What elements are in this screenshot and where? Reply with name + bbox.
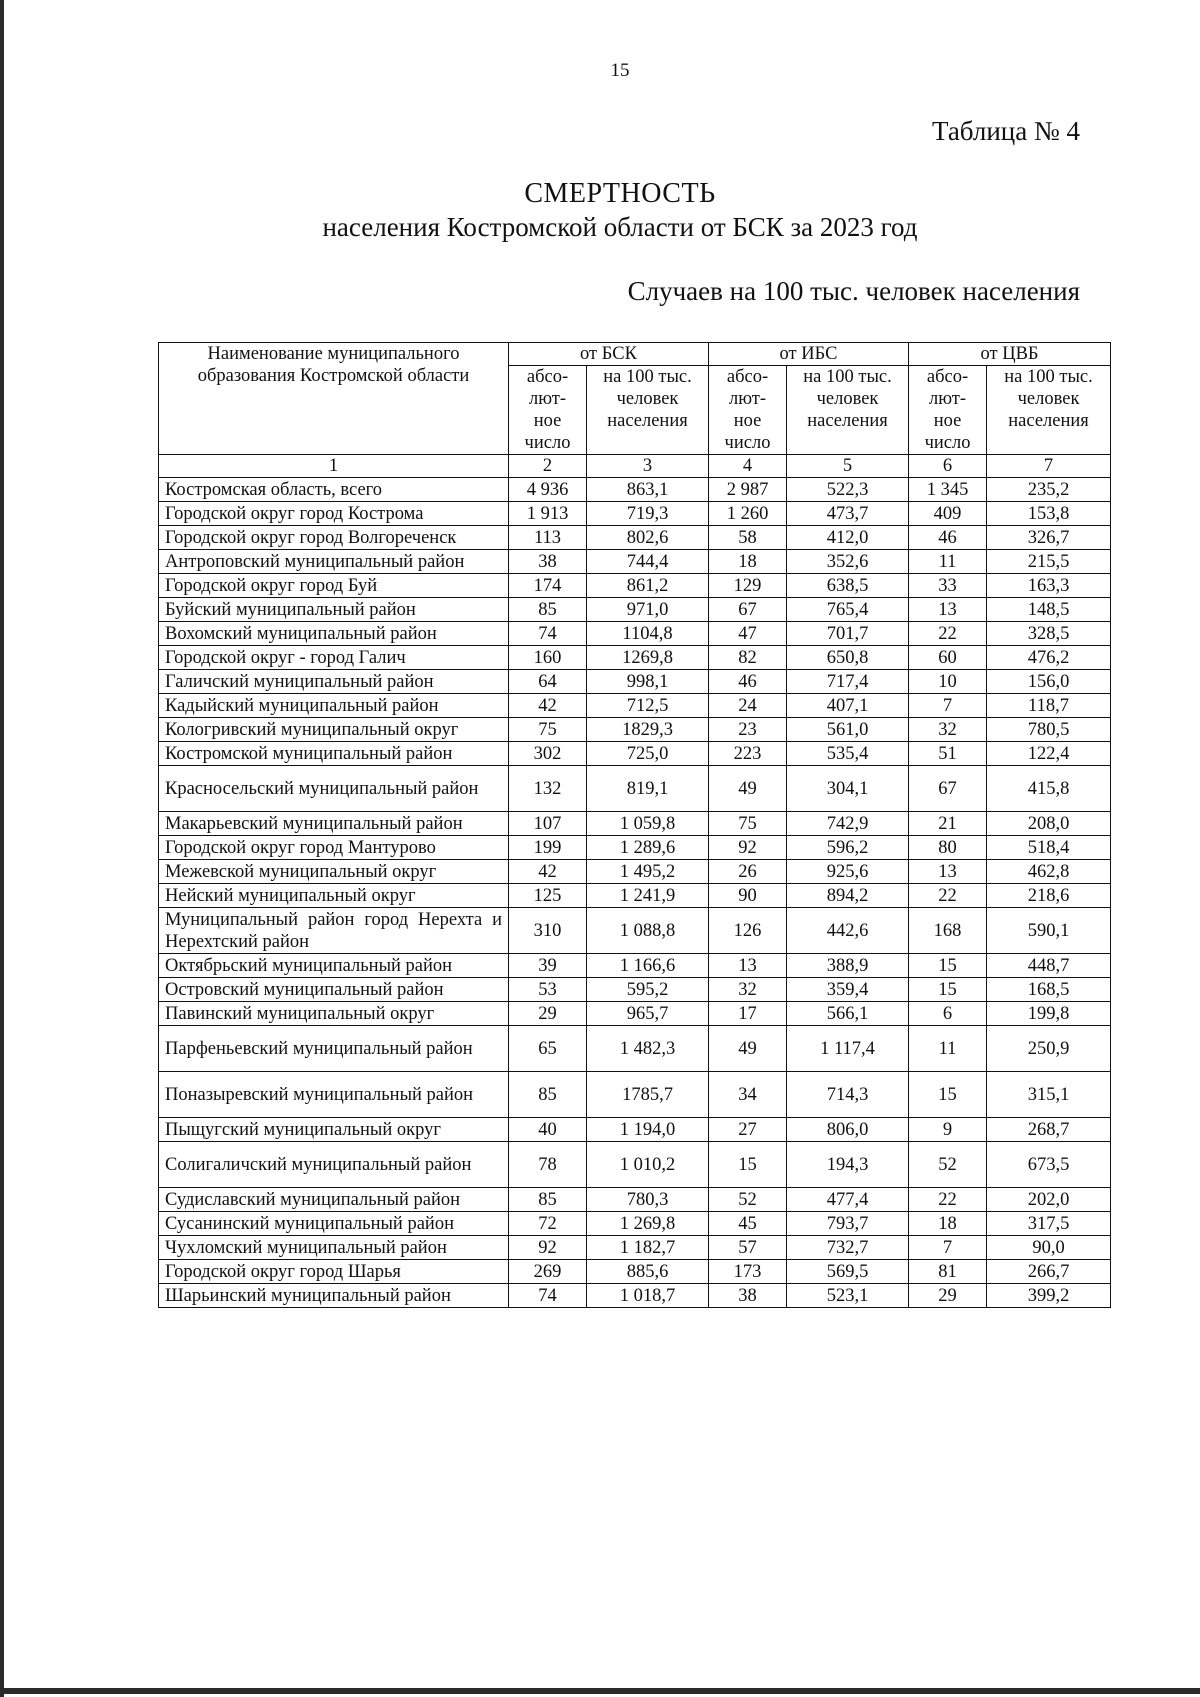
bsk-absolute-cell: 85 <box>509 598 587 622</box>
ibs-rate-cell: 650,8 <box>787 646 909 670</box>
ibs-absolute-cell: 24 <box>709 694 787 718</box>
table-row <box>159 812 1111 836</box>
bsk-absolute-cell: 40 <box>509 1118 587 1142</box>
header-municipality: Наименование муниципального образования Костромской области <box>159 343 509 455</box>
ibs-rate-cell: 359,4 <box>787 978 909 1002</box>
municipality-name: Сусанинский муниципальный район <box>159 1212 509 1236</box>
cvb-absolute-cell: 29 <box>909 1284 987 1308</box>
table-row <box>159 550 1111 574</box>
ibs-absolute-cell: 67 <box>709 598 787 622</box>
bsk-absolute-cell: 132 <box>509 766 587 812</box>
cvb-rate-cell: 266,7 <box>987 1260 1111 1284</box>
cvb-absolute-cell: 168 <box>909 908 987 954</box>
ibs-rate-cell: 717,4 <box>787 670 909 694</box>
ibs-rate-cell: 638,5 <box>787 574 909 598</box>
cvb-absolute-cell: 22 <box>909 1188 987 1212</box>
cvb-absolute-cell: 11 <box>909 1026 987 1072</box>
cvb-absolute-cell: 9 <box>909 1118 987 1142</box>
bsk-absolute-cell: 107 <box>509 812 587 836</box>
ibs-absolute-cell: 38 <box>709 1284 787 1308</box>
bsk-absolute-cell: 199 <box>509 836 587 860</box>
cvb-absolute-cell: 67 <box>909 766 987 812</box>
bsk-rate-cell: 1 289,6 <box>587 836 709 860</box>
municipality-name: Макарьевский муниципальный район <box>159 812 509 836</box>
table-row <box>159 526 1111 550</box>
column-number: 6 <box>909 455 987 478</box>
ibs-rate-cell: 194,3 <box>787 1142 909 1188</box>
bsk-rate-cell: 780,3 <box>587 1188 709 1212</box>
ibs-absolute-cell: 75 <box>709 812 787 836</box>
ibs-rate-cell: 714,3 <box>787 1072 909 1118</box>
bsk-rate-cell: 712,5 <box>587 694 709 718</box>
bsk-rate-cell: 1 166,6 <box>587 954 709 978</box>
municipality-name: Городской округ город Мантурово <box>159 836 509 860</box>
municipality-name: Парфеньевский муниципальный район <box>159 1026 509 1072</box>
cvb-absolute-cell: 46 <box>909 526 987 550</box>
bsk-absolute-cell: 42 <box>509 694 587 718</box>
cvb-absolute-cell: 13 <box>909 860 987 884</box>
municipality-name: Муниципальный район город Нерехта и Нерехтский район <box>159 908 509 954</box>
ibs-rate-cell: 793,7 <box>787 1212 909 1236</box>
municipality-name: Солигаличский муниципальный район <box>159 1142 509 1188</box>
bsk-absolute-cell: 42 <box>509 860 587 884</box>
ibs-rate-cell: 535,4 <box>787 742 909 766</box>
municipality-name: Буйский муниципальный район <box>159 598 509 622</box>
column-number-row <box>159 455 1111 478</box>
ibs-rate-cell: 561,0 <box>787 718 909 742</box>
cvb-absolute-cell: 11 <box>909 550 987 574</box>
ibs-absolute-cell: 13 <box>709 954 787 978</box>
municipality-name: Городской округ город Буй <box>159 574 509 598</box>
cvb-absolute-cell: 32 <box>909 718 987 742</box>
ibs-absolute-cell: 47 <box>709 622 787 646</box>
header-absolute: абсо- лют- ное число <box>709 366 787 455</box>
bsk-absolute-cell: 74 <box>509 622 587 646</box>
bsk-absolute-cell: 85 <box>509 1188 587 1212</box>
ibs-rate-cell: 442,6 <box>787 908 909 954</box>
units-caption: Случаев на 100 тыс. человек населения <box>627 276 1080 306</box>
table-row <box>159 1260 1111 1284</box>
bsk-absolute-cell: 64 <box>509 670 587 694</box>
cvb-absolute-cell: 52 <box>909 1142 987 1188</box>
cvb-rate-cell: 163,3 <box>987 574 1111 598</box>
cvb-rate-cell: 250,9 <box>987 1026 1111 1072</box>
bsk-absolute-cell: 39 <box>509 954 587 978</box>
bsk-absolute-cell: 38 <box>509 550 587 574</box>
bsk-rate-cell: 1 194,0 <box>587 1118 709 1142</box>
cvb-rate-cell: 118,7 <box>987 694 1111 718</box>
ibs-absolute-cell: 82 <box>709 646 787 670</box>
cvb-rate-cell: 476,2 <box>987 646 1111 670</box>
mortality-table <box>158 342 1111 1308</box>
ibs-absolute-cell: 223 <box>709 742 787 766</box>
table-number: Таблица № 4 <box>932 116 1080 146</box>
cvb-rate-cell: 415,8 <box>987 766 1111 812</box>
table-header <box>159 343 1111 478</box>
scan-bottom-edge <box>0 1688 1200 1694</box>
ibs-absolute-cell: 27 <box>709 1118 787 1142</box>
municipality-name: Костромской муниципальный район <box>159 742 509 766</box>
ibs-rate-cell: 523,1 <box>787 1284 909 1308</box>
table-row <box>159 860 1111 884</box>
ibs-rate-cell: 522,3 <box>787 478 909 502</box>
bsk-rate-cell: 1 269,8 <box>587 1212 709 1236</box>
table-row <box>159 884 1111 908</box>
table-row <box>159 502 1111 526</box>
cvb-rate-cell: 218,6 <box>987 884 1111 908</box>
header-group-bsk: от БСК <box>509 343 709 366</box>
table-row <box>159 954 1111 978</box>
ibs-rate-cell: 1 117,4 <box>787 1026 909 1072</box>
bsk-absolute-cell: 74 <box>509 1284 587 1308</box>
bsk-absolute-cell: 302 <box>509 742 587 766</box>
bsk-rate-cell: 1 018,7 <box>587 1284 709 1308</box>
table-row <box>159 742 1111 766</box>
column-number: 2 <box>509 455 587 478</box>
column-number: 7 <box>987 455 1111 478</box>
bsk-rate-cell: 885,6 <box>587 1260 709 1284</box>
cvb-absolute-cell: 13 <box>909 598 987 622</box>
ibs-absolute-cell: 23 <box>709 718 787 742</box>
ibs-absolute-cell: 49 <box>709 1026 787 1072</box>
ibs-rate-cell: 742,9 <box>787 812 909 836</box>
cvb-absolute-cell: 15 <box>909 954 987 978</box>
table-row <box>159 646 1111 670</box>
cvb-absolute-cell: 51 <box>909 742 987 766</box>
ibs-rate-cell: 732,7 <box>787 1236 909 1260</box>
municipality-name: Шарьинский муниципальный район <box>159 1284 509 1308</box>
bsk-absolute-cell: 1 913 <box>509 502 587 526</box>
bsk-rate-cell: 1104,8 <box>587 622 709 646</box>
cvb-rate-cell: 122,4 <box>987 742 1111 766</box>
table-row <box>159 908 1111 954</box>
document-subtitle: населения Костромской области от БСК за 2023 год <box>322 212 918 242</box>
table-row <box>159 598 1111 622</box>
bsk-absolute-cell: 92 <box>509 1236 587 1260</box>
cvb-rate-cell: 780,5 <box>987 718 1111 742</box>
ibs-absolute-cell: 1 260 <box>709 502 787 526</box>
ibs-rate-cell: 806,0 <box>787 1118 909 1142</box>
bsk-absolute-cell: 310 <box>509 908 587 954</box>
cvb-absolute-cell: 15 <box>909 1072 987 1118</box>
header-group-cvb: от ЦВБ <box>909 343 1111 366</box>
bsk-rate-cell: 1 482,3 <box>587 1026 709 1072</box>
bsk-absolute-cell: 75 <box>509 718 587 742</box>
bsk-absolute-cell: 65 <box>509 1026 587 1072</box>
cvb-rate-cell: 315,1 <box>987 1072 1111 1118</box>
municipality-name: Вохомский муниципальный район <box>159 622 509 646</box>
ibs-absolute-cell: 34 <box>709 1072 787 1118</box>
cvb-absolute-cell: 409 <box>909 502 987 526</box>
ibs-absolute-cell: 49 <box>709 766 787 812</box>
bsk-absolute-cell: 174 <box>509 574 587 598</box>
header-absolute: абсо- лют- ное число <box>509 366 587 455</box>
table-row <box>159 1212 1111 1236</box>
municipality-name: Октябрьский муниципальный район <box>159 954 509 978</box>
cvb-absolute-cell: 80 <box>909 836 987 860</box>
municipality-name: Чухломский муниципальный район <box>159 1236 509 1260</box>
bsk-rate-cell: 1 088,8 <box>587 908 709 954</box>
cvb-rate-cell: 153,8 <box>987 502 1111 526</box>
cvb-rate-cell: 326,7 <box>987 526 1111 550</box>
ibs-absolute-cell: 45 <box>709 1212 787 1236</box>
ibs-absolute-cell: 46 <box>709 670 787 694</box>
municipality-name: Антроповский муниципальный район <box>159 550 509 574</box>
table-row <box>159 1284 1111 1308</box>
ibs-absolute-cell: 15 <box>709 1142 787 1188</box>
municipality-name: Павинский муниципальный округ <box>159 1002 509 1026</box>
table-row <box>159 1118 1111 1142</box>
cvb-rate-cell: 202,0 <box>987 1188 1111 1212</box>
table-row <box>159 1026 1111 1072</box>
ibs-absolute-cell: 92 <box>709 836 787 860</box>
ibs-rate-cell: 765,4 <box>787 598 909 622</box>
cvb-absolute-cell: 33 <box>909 574 987 598</box>
bsk-rate-cell: 1829,3 <box>587 718 709 742</box>
municipality-name: Городской округ - город Галич <box>159 646 509 670</box>
bsk-rate-cell: 1269,8 <box>587 646 709 670</box>
municipality-name: Кологривский муниципальный округ <box>159 718 509 742</box>
bsk-rate-cell: 1 010,2 <box>587 1142 709 1188</box>
municipality-name: Городской округ город Волгореченск <box>159 526 509 550</box>
table-row <box>159 1002 1111 1026</box>
bsk-rate-cell: 971,0 <box>587 598 709 622</box>
cvb-absolute-cell: 22 <box>909 884 987 908</box>
municipality-name: Поназыревский муниципальный район <box>159 1072 509 1118</box>
bsk-rate-cell: 719,3 <box>587 502 709 526</box>
cvb-absolute-cell: 15 <box>909 978 987 1002</box>
municipality-name: Судиславский муниципальный район <box>159 1188 509 1212</box>
table-row <box>159 718 1111 742</box>
cvb-rate-cell: 448,7 <box>987 954 1111 978</box>
bsk-absolute-cell: 4 936 <box>509 478 587 502</box>
municipality-name: Пыщугский муниципальный округ <box>159 1118 509 1142</box>
municipality-name: Кадыйский муниципальный район <box>159 694 509 718</box>
header-group-ibs: от ИБС <box>709 343 909 366</box>
cvb-rate-cell: 90,0 <box>987 1236 1111 1260</box>
header-rate: на 100 тыс. человек населения <box>987 366 1111 455</box>
ibs-rate-cell: 352,6 <box>787 550 909 574</box>
table-row <box>159 670 1111 694</box>
bsk-rate-cell: 595,2 <box>587 978 709 1002</box>
table-row <box>159 1236 1111 1260</box>
ibs-rate-cell: 473,7 <box>787 502 909 526</box>
bsk-absolute-cell: 125 <box>509 884 587 908</box>
ibs-rate-cell: 596,2 <box>787 836 909 860</box>
ibs-absolute-cell: 17 <box>709 1002 787 1026</box>
column-number: 5 <box>787 455 909 478</box>
ibs-rate-cell: 407,1 <box>787 694 909 718</box>
cvb-rate-cell: 199,8 <box>987 1002 1111 1026</box>
ibs-absolute-cell: 32 <box>709 978 787 1002</box>
ibs-absolute-cell: 173 <box>709 1260 787 1284</box>
cvb-absolute-cell: 10 <box>909 670 987 694</box>
cvb-absolute-cell: 21 <box>909 812 987 836</box>
bsk-absolute-cell: 29 <box>509 1002 587 1026</box>
cvb-rate-cell: 317,5 <box>987 1212 1111 1236</box>
municipality-name: Городской округ город Шарья <box>159 1260 509 1284</box>
ibs-rate-cell: 701,7 <box>787 622 909 646</box>
municipality-name: Островский муниципальный район <box>159 978 509 1002</box>
cvb-absolute-cell: 1 345 <box>909 478 987 502</box>
table-row <box>159 766 1111 812</box>
ibs-absolute-cell: 129 <box>709 574 787 598</box>
table-body <box>159 478 1111 1308</box>
ibs-absolute-cell: 2 987 <box>709 478 787 502</box>
ibs-rate-cell: 412,0 <box>787 526 909 550</box>
bsk-absolute-cell: 53 <box>509 978 587 1002</box>
table-row <box>159 1188 1111 1212</box>
cvb-rate-cell: 215,5 <box>987 550 1111 574</box>
bsk-rate-cell: 725,0 <box>587 742 709 766</box>
bsk-rate-cell: 1 241,9 <box>587 884 709 908</box>
bsk-rate-cell: 965,7 <box>587 1002 709 1026</box>
cvb-absolute-cell: 7 <box>909 694 987 718</box>
ibs-absolute-cell: 52 <box>709 1188 787 1212</box>
municipality-name: Городской округ город Кострома <box>159 502 509 526</box>
ibs-absolute-cell: 57 <box>709 1236 787 1260</box>
table-row <box>159 574 1111 598</box>
bsk-absolute-cell: 85 <box>509 1072 587 1118</box>
cvb-absolute-cell: 7 <box>909 1236 987 1260</box>
bsk-rate-cell: 802,6 <box>587 526 709 550</box>
municipality-name: Костромская область, всего <box>159 478 509 502</box>
header-rate: на 100 тыс. человек населения <box>787 366 909 455</box>
header-absolute: абсо- лют- ное число <box>909 366 987 455</box>
bsk-rate-cell: 1785,7 <box>587 1072 709 1118</box>
ibs-absolute-cell: 58 <box>709 526 787 550</box>
bsk-rate-cell: 861,2 <box>587 574 709 598</box>
cvb-absolute-cell: 6 <box>909 1002 987 1026</box>
cvb-rate-cell: 399,2 <box>987 1284 1111 1308</box>
bsk-absolute-cell: 78 <box>509 1142 587 1188</box>
bsk-absolute-cell: 160 <box>509 646 587 670</box>
scan-left-edge <box>0 0 4 1697</box>
cvb-absolute-cell: 18 <box>909 1212 987 1236</box>
cvb-rate-cell: 518,4 <box>987 836 1111 860</box>
cvb-absolute-cell: 22 <box>909 622 987 646</box>
document-title: СМЕРТНОСТЬ <box>524 178 716 209</box>
table-row <box>159 1072 1111 1118</box>
cvb-absolute-cell: 60 <box>909 646 987 670</box>
ibs-rate-cell: 566,1 <box>787 1002 909 1026</box>
ibs-rate-cell: 388,9 <box>787 954 909 978</box>
table-row <box>159 622 1111 646</box>
cvb-absolute-cell: 81 <box>909 1260 987 1284</box>
municipality-name: Галичский муниципальный район <box>159 670 509 694</box>
ibs-rate-cell: 304,1 <box>787 766 909 812</box>
bsk-rate-cell: 744,4 <box>587 550 709 574</box>
bsk-rate-cell: 1 495,2 <box>587 860 709 884</box>
municipality-name: Нейский муниципальный округ <box>159 884 509 908</box>
bsk-rate-cell: 863,1 <box>587 478 709 502</box>
table-row <box>159 978 1111 1002</box>
ibs-rate-cell: 925,6 <box>787 860 909 884</box>
cvb-rate-cell: 328,5 <box>987 622 1111 646</box>
table-row <box>159 478 1111 502</box>
bsk-rate-cell: 819,1 <box>587 766 709 812</box>
cvb-rate-cell: 268,7 <box>987 1118 1111 1142</box>
bsk-rate-cell: 1 059,8 <box>587 812 709 836</box>
cvb-rate-cell: 156,0 <box>987 670 1111 694</box>
table-row <box>159 836 1111 860</box>
ibs-absolute-cell: 18 <box>709 550 787 574</box>
bsk-absolute-cell: 113 <box>509 526 587 550</box>
ibs-absolute-cell: 126 <box>709 908 787 954</box>
bsk-rate-cell: 1 182,7 <box>587 1236 709 1260</box>
cvb-rate-cell: 235,2 <box>987 478 1111 502</box>
column-number: 1 <box>159 455 509 478</box>
municipality-name: Межевской муниципальный округ <box>159 860 509 884</box>
column-number: 4 <box>709 455 787 478</box>
header-rate: на 100 тыс. человек населения <box>587 366 709 455</box>
page-number: 15 <box>610 60 630 81</box>
table-row <box>159 694 1111 718</box>
table-row <box>159 1142 1111 1188</box>
ibs-absolute-cell: 90 <box>709 884 787 908</box>
ibs-absolute-cell: 26 <box>709 860 787 884</box>
cvb-rate-cell: 148,5 <box>987 598 1111 622</box>
cvb-rate-cell: 590,1 <box>987 908 1111 954</box>
cvb-rate-cell: 208,0 <box>987 812 1111 836</box>
bsk-rate-cell: 998,1 <box>587 670 709 694</box>
ibs-rate-cell: 894,2 <box>787 884 909 908</box>
bsk-absolute-cell: 269 <box>509 1260 587 1284</box>
municipality-name: Красносельский муниципальный район <box>159 766 509 812</box>
ibs-rate-cell: 569,5 <box>787 1260 909 1284</box>
cvb-rate-cell: 673,5 <box>987 1142 1111 1188</box>
cvb-rate-cell: 168,5 <box>987 978 1111 1002</box>
bsk-absolute-cell: 72 <box>509 1212 587 1236</box>
cvb-rate-cell: 462,8 <box>987 860 1111 884</box>
column-number: 3 <box>587 455 709 478</box>
ibs-rate-cell: 477,4 <box>787 1188 909 1212</box>
